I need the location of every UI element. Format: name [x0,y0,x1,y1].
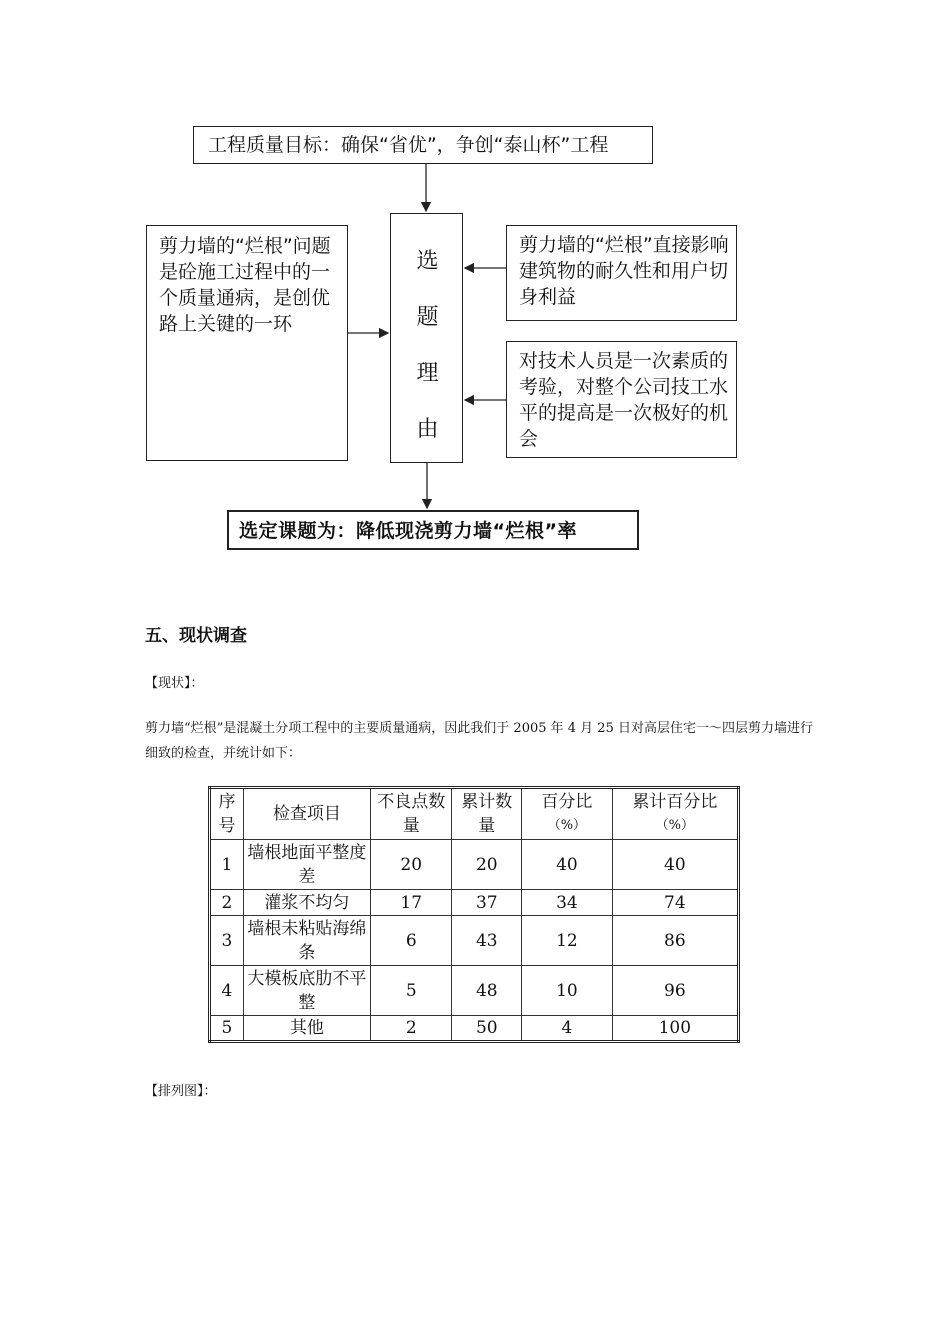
cell-cumulative: 20 [452,840,522,890]
right-reason-text-1: 剪力墙的“烂根”直接影响建筑物的耐久性和用户切身利益 [519,234,729,308]
header-cum-percent-label: 累计百分比 [632,792,718,812]
header-cumulative: 累计数量 [452,788,522,840]
cell-cum-percent: 86 [612,916,738,966]
cell-defects: 2 [370,1016,452,1042]
topic-reason-char-3: 理 [416,361,439,386]
header-cum-percent-unit: （%） [655,818,695,833]
header-item: 检查项目 [243,788,370,840]
cell-percent: 4 [522,1016,613,1042]
selected-topic-box [227,510,639,550]
cell-cumulative: 48 [452,966,522,1016]
header-defects: 不良点数量 [370,788,452,840]
table-row [210,966,739,1016]
table-row [210,916,739,966]
cell-cum-percent: 74 [612,890,738,916]
cell-seq: 2 [210,890,244,916]
cell-percent: 34 [522,890,613,916]
cell-cum-percent: 40 [612,840,738,890]
cell-seq: 3 [210,916,244,966]
right-reason-box-1 [506,225,737,321]
left-reason-text: 剪力墙的“烂根”问题是砼施工过程中的一个质量通病，是创优路上关键的一环 [159,235,331,335]
section-heading: 五、现状调查 [145,626,247,646]
cell-defects: 5 [370,966,452,1016]
cell-item: 其他 [243,1016,370,1042]
cell-item: 墙根地面平整度差 [243,840,370,890]
cell-cum-percent: 100 [612,1016,738,1042]
cell-cumulative: 43 [452,916,522,966]
cell-percent: 40 [522,840,613,890]
header-percent [522,788,613,840]
quality-goal-box [193,126,653,164]
header-seq: 序号 [210,788,244,840]
cell-item: 墙根未粘贴海绵条 [243,916,370,966]
header-percent-unit: （%） [547,818,587,833]
cell-cumulative: 37 [452,890,522,916]
right-reason-box-2 [506,341,737,458]
status-label: 【现状】： [145,676,204,691]
table-header-row [210,788,739,840]
topic-reason-char-4: 由 [416,417,439,442]
topic-reason-char-1: 选 [416,249,439,274]
cell-item: 灌浆不均匀 [243,890,370,916]
defect-statistics-table [208,786,740,1043]
cell-seq: 4 [210,966,244,1016]
pareto-chart-label: 【排列图】： [145,1084,217,1099]
cell-seq: 5 [210,1016,244,1042]
table-row [210,840,739,890]
cell-cum-percent: 96 [612,966,738,1016]
cell-seq: 1 [210,840,244,890]
table-row [210,1016,739,1042]
cell-item: 大模板底肋不平整 [243,966,370,1016]
cell-defects: 6 [370,916,452,966]
table-row [210,890,739,916]
header-cum-percent [612,788,738,840]
cell-defects: 17 [370,890,452,916]
topic-reason-box [390,213,463,463]
status-paragraph: 剪力墙“烂根”是混凝土分项工程中的主要质量通病，因此我们于 2005 年 4 月 25 日对高层住宅一～四层剪力墙进行细致的检查，并统计如下： [145,721,813,761]
header-percent-label: 百分比 [541,792,593,812]
selected-topic-text: 选定课题为：降低现浇剪力墙“烂根”率 [239,520,577,542]
cell-percent: 12 [522,916,613,966]
cell-cumulative: 50 [452,1016,522,1042]
cell-percent: 10 [522,966,613,1016]
cell-defects: 20 [370,840,452,890]
left-reason-box [146,225,348,461]
right-reason-text-2: 对技术人员是一次素质的考验，对整个公司技工水平的提高是一次极好的机会 [519,350,729,450]
topic-reason-char-2: 题 [416,305,439,330]
quality-goal-text: 工程质量目标：确保“省优”，争创“泰山杯”工程 [208,134,609,156]
